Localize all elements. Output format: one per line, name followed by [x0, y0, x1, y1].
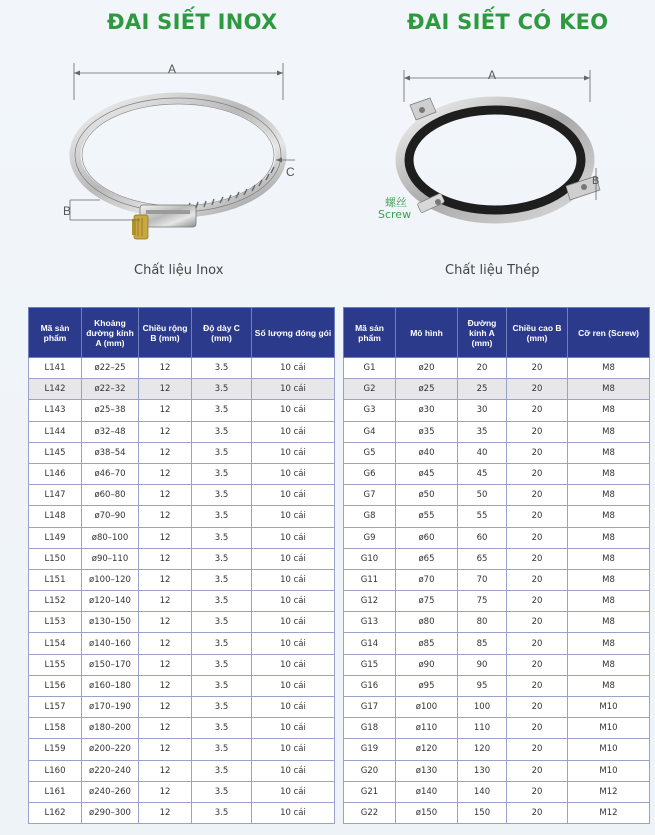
dim-label-b: B — [63, 204, 72, 218]
table-row — [344, 463, 650, 484]
table-cell: M10 — [568, 739, 650, 760]
table-row — [29, 527, 335, 548]
table-cell: ø60 — [396, 527, 458, 548]
table-cell: 10 cái — [252, 421, 335, 442]
table-cell: M8 — [568, 485, 650, 506]
table-row — [29, 739, 335, 760]
table-cell: G6 — [344, 463, 396, 484]
table-cell: 3.5 — [192, 485, 252, 506]
table-row — [29, 442, 335, 463]
table-cell: 75 — [458, 591, 507, 612]
table-cell: 55 — [458, 506, 507, 527]
table-cell: M8 — [568, 421, 650, 442]
table-row — [344, 739, 650, 760]
table-cell: 20 — [507, 654, 568, 675]
table-cell: G12 — [344, 591, 396, 612]
table-cell: 10 cái — [252, 569, 335, 590]
table-cell: ø90 — [396, 654, 458, 675]
table-cell: 10 cái — [252, 485, 335, 506]
table-cell: M8 — [568, 442, 650, 463]
table-cell: L145 — [29, 442, 82, 463]
table-cell: ø110 — [396, 718, 458, 739]
table-cell: 10 cái — [252, 442, 335, 463]
rubber-clamp-illustration — [370, 60, 615, 245]
table-cell: G16 — [344, 675, 396, 696]
table-cell: 12 — [139, 506, 192, 527]
table-cell: L151 — [29, 569, 82, 590]
table-row — [29, 379, 335, 400]
table-cell: 3.5 — [192, 697, 252, 718]
table-cell: 10 cái — [252, 506, 335, 527]
table-row — [29, 675, 335, 696]
caption-inox-material: Chất liệu Inox — [134, 263, 224, 278]
inox-spec-table — [28, 307, 335, 824]
table-cell: L155 — [29, 654, 82, 675]
table-cell: L143 — [29, 400, 82, 421]
table-cell: ø130 — [396, 760, 458, 781]
table-cell: 20 — [507, 548, 568, 569]
table-cell: G7 — [344, 485, 396, 506]
table-cell: 12 — [139, 379, 192, 400]
table-cell: M12 — [568, 802, 650, 823]
table-row — [29, 633, 335, 654]
table-cell: ø140–160 — [82, 633, 139, 654]
table-cell: G3 — [344, 400, 396, 421]
table-cell: G15 — [344, 654, 396, 675]
table-cell: L154 — [29, 633, 82, 654]
table-cell: M8 — [568, 612, 650, 633]
table-row — [344, 697, 650, 718]
table-cell: L157 — [29, 697, 82, 718]
table-cell: 3.5 — [192, 612, 252, 633]
table-cell: 3.5 — [192, 675, 252, 696]
table-cell: 3.5 — [192, 548, 252, 569]
table-cell: M8 — [568, 358, 650, 379]
table-cell: 3.5 — [192, 506, 252, 527]
table-row — [344, 400, 650, 421]
table-row — [344, 675, 650, 696]
table-cell: 50 — [458, 485, 507, 506]
table-cell: 20 — [507, 633, 568, 654]
table-row — [344, 379, 650, 400]
table-cell: 90 — [458, 654, 507, 675]
table-cell: L147 — [29, 485, 82, 506]
table-cell: ø60–80 — [82, 485, 139, 506]
table-header-row — [344, 308, 650, 358]
table-cell: G9 — [344, 527, 396, 548]
table-row — [29, 760, 335, 781]
table-row — [344, 485, 650, 506]
table-cell: 3.5 — [192, 400, 252, 421]
table-cell: 3.5 — [192, 739, 252, 760]
table-cell: 25 — [458, 379, 507, 400]
table-cell: 10 cái — [252, 718, 335, 739]
table-row — [344, 548, 650, 569]
table-row — [344, 506, 650, 527]
table-cell: 12 — [139, 400, 192, 421]
table-cell: 12 — [139, 760, 192, 781]
table-cell: L150 — [29, 548, 82, 569]
table-row — [344, 612, 650, 633]
table-row — [29, 781, 335, 802]
table-cell: L146 — [29, 463, 82, 484]
table-cell: ø25 — [396, 379, 458, 400]
col-header: Số lượng đóng gói — [252, 308, 335, 358]
table-row — [29, 548, 335, 569]
table-cell: 12 — [139, 781, 192, 802]
table-row — [29, 718, 335, 739]
table-cell: G21 — [344, 781, 396, 802]
table-cell: 20 — [507, 485, 568, 506]
table-header-row — [29, 308, 335, 358]
table-cell: 20 — [507, 421, 568, 442]
table-cell: M8 — [568, 633, 650, 654]
table-cell: 20 — [507, 718, 568, 739]
table-row — [29, 612, 335, 633]
table-cell: 12 — [139, 548, 192, 569]
table-cell: L153 — [29, 612, 82, 633]
table-cell: 10 cái — [252, 527, 335, 548]
table-cell: 95 — [458, 675, 507, 696]
table-cell: 12 — [139, 633, 192, 654]
table-row — [29, 463, 335, 484]
table-cell: 3.5 — [192, 718, 252, 739]
table-cell: 20 — [507, 400, 568, 421]
col-header: Độ dày C (mm) — [192, 308, 252, 358]
table-cell: G13 — [344, 612, 396, 633]
table-cell: 12 — [139, 527, 192, 548]
table-cell: 3.5 — [192, 442, 252, 463]
table-cell: L160 — [29, 760, 82, 781]
table-cell: L141 — [29, 358, 82, 379]
table-cell: 3.5 — [192, 379, 252, 400]
table-cell: M8 — [568, 654, 650, 675]
table-row — [29, 485, 335, 506]
table-cell: ø22–32 — [82, 379, 139, 400]
table-cell: G18 — [344, 718, 396, 739]
col-header: Mã sản phẩm — [344, 308, 396, 358]
table-cell: 12 — [139, 802, 192, 823]
table-cell: G2 — [344, 379, 396, 400]
table-cell: G17 — [344, 697, 396, 718]
table-cell: M8 — [568, 379, 650, 400]
table-cell: G1 — [344, 358, 396, 379]
table-cell: 10 cái — [252, 463, 335, 484]
table-row — [29, 506, 335, 527]
table-cell: G22 — [344, 802, 396, 823]
table-cell: 3.5 — [192, 527, 252, 548]
col-header: Cỡ ren (Screw) — [568, 308, 650, 358]
table-cell: 150 — [458, 802, 507, 823]
table-row — [29, 654, 335, 675]
table-cell: 70 — [458, 569, 507, 590]
table-cell: ø95 — [396, 675, 458, 696]
table-cell: 40 — [458, 442, 507, 463]
table-cell: 12 — [139, 485, 192, 506]
table-cell: ø70–90 — [82, 506, 139, 527]
table-cell: 12 — [139, 739, 192, 760]
table-cell: ø38–54 — [82, 442, 139, 463]
table-cell: L148 — [29, 506, 82, 527]
table-cell: G20 — [344, 760, 396, 781]
table-cell: 45 — [458, 463, 507, 484]
table-cell: ø90–110 — [82, 548, 139, 569]
table-cell: 100 — [458, 697, 507, 718]
table-cell: 10 cái — [252, 358, 335, 379]
table-cell: 20 — [507, 802, 568, 823]
table-cell: 12 — [139, 675, 192, 696]
table-cell: 130 — [458, 760, 507, 781]
table-cell: ø170–190 — [82, 697, 139, 718]
table-cell: 12 — [139, 591, 192, 612]
table-cell: 20 — [507, 569, 568, 590]
table-cell: 3.5 — [192, 591, 252, 612]
table-cell: 20 — [507, 675, 568, 696]
table-cell: L142 — [29, 379, 82, 400]
table-cell: ø25–38 — [82, 400, 139, 421]
table-cell: M8 — [568, 591, 650, 612]
col-header: Khoảng đường kính A (mm) — [82, 308, 139, 358]
table-row — [344, 421, 650, 442]
table-cell: 20 — [507, 527, 568, 548]
table-cell: 10 cái — [252, 379, 335, 400]
table-cell: 140 — [458, 781, 507, 802]
table-cell: G14 — [344, 633, 396, 654]
table-row — [344, 442, 650, 463]
table-cell: ø160–180 — [82, 675, 139, 696]
table-row — [29, 802, 335, 823]
table-cell: ø240–260 — [82, 781, 139, 802]
table-cell: 10 cái — [252, 548, 335, 569]
inox-clamp-illustration — [60, 55, 310, 250]
table-cell: L159 — [29, 739, 82, 760]
table-cell: G8 — [344, 506, 396, 527]
table-cell: 12 — [139, 442, 192, 463]
table-row — [29, 400, 335, 421]
table-cell: 85 — [458, 633, 507, 654]
table-cell: L161 — [29, 781, 82, 802]
table-cell: 65 — [458, 548, 507, 569]
table-cell: ø46–70 — [82, 463, 139, 484]
table-row — [344, 633, 650, 654]
table-cell: L162 — [29, 802, 82, 823]
table-cell: 3.5 — [192, 654, 252, 675]
table-cell: 10 cái — [252, 675, 335, 696]
table-row — [29, 569, 335, 590]
table-cell: 60 — [458, 527, 507, 548]
table-cell: M8 — [568, 548, 650, 569]
table-cell: M8 — [568, 400, 650, 421]
table-cell: 10 cái — [252, 591, 335, 612]
table-cell: ø65 — [396, 548, 458, 569]
col-header: Chiều cao B (mm) — [507, 308, 568, 358]
title-inox-clamp: ĐAI SIẾT INOX — [107, 10, 278, 34]
table-cell: ø120 — [396, 739, 458, 760]
table-cell: ø120–140 — [82, 591, 139, 612]
table-cell: M10 — [568, 760, 650, 781]
table-cell: ø180–200 — [82, 718, 139, 739]
table-cell: 110 — [458, 718, 507, 739]
table-cell: 35 — [458, 421, 507, 442]
table-cell: 10 cái — [252, 802, 335, 823]
table-cell: 10 cái — [252, 400, 335, 421]
dim-label-a-right: A — [488, 68, 497, 82]
col-header: Mô hình — [396, 308, 458, 358]
table-cell: 3.5 — [192, 463, 252, 484]
table-cell: 80 — [458, 612, 507, 633]
table-cell: 10 cái — [252, 697, 335, 718]
table-cell: ø70 — [396, 569, 458, 590]
table-cell: ø150 — [396, 802, 458, 823]
table-row — [344, 527, 650, 548]
table-cell: L149 — [29, 527, 82, 548]
table-cell: 20 — [507, 463, 568, 484]
table-row — [344, 781, 650, 802]
title-rubber-clamp: ĐAI SIẾT CÓ KEO — [407, 10, 609, 34]
table-cell: ø85 — [396, 633, 458, 654]
table-cell: G11 — [344, 569, 396, 590]
table-cell: 20 — [507, 506, 568, 527]
table-cell: ø30 — [396, 400, 458, 421]
table-row — [29, 358, 335, 379]
table-cell: L152 — [29, 591, 82, 612]
dim-label-c: C — [286, 165, 295, 179]
table-cell: ø200–220 — [82, 739, 139, 760]
table-cell: ø130–150 — [82, 612, 139, 633]
table-cell: ø45 — [396, 463, 458, 484]
table-row — [344, 802, 650, 823]
table-cell: 12 — [139, 612, 192, 633]
table-cell: 20 — [507, 358, 568, 379]
table-cell: M10 — [568, 718, 650, 739]
table-cell: 20 — [507, 739, 568, 760]
table-cell: 12 — [139, 421, 192, 442]
table-cell: 20 — [507, 760, 568, 781]
table-cell: 10 cái — [252, 739, 335, 760]
table-cell: 30 — [458, 400, 507, 421]
caption-steel-material: Chất liệu Thép — [445, 263, 540, 278]
table-cell: 10 cái — [252, 654, 335, 675]
table-cell: 20 — [507, 697, 568, 718]
table-cell: M12 — [568, 781, 650, 802]
table-cell: ø150–170 — [82, 654, 139, 675]
table-row — [344, 760, 650, 781]
table-row — [29, 591, 335, 612]
table-cell: ø100 — [396, 697, 458, 718]
table-cell: G4 — [344, 421, 396, 442]
col-header: Chiều rộng B (mm) — [139, 308, 192, 358]
table-cell: M8 — [568, 675, 650, 696]
table-cell: 3.5 — [192, 569, 252, 590]
table-cell: ø55 — [396, 506, 458, 527]
table-cell: ø50 — [396, 485, 458, 506]
table-row — [344, 654, 650, 675]
screw-label: Screw — [378, 208, 412, 221]
table-cell: 12 — [139, 569, 192, 590]
table-cell: ø35 — [396, 421, 458, 442]
table-cell: 20 — [507, 442, 568, 463]
table-cell: 10 cái — [252, 633, 335, 654]
table-cell: M8 — [568, 463, 650, 484]
table-cell: ø220–240 — [82, 760, 139, 781]
table-cell: L158 — [29, 718, 82, 739]
table-cell: 3.5 — [192, 358, 252, 379]
table-cell: 10 cái — [252, 781, 335, 802]
table-cell: 3.5 — [192, 781, 252, 802]
table-row — [344, 718, 650, 739]
table-cell: 120 — [458, 739, 507, 760]
table-cell: ø22–25 — [82, 358, 139, 379]
rubber-spec-table — [343, 307, 650, 824]
table-cell: 10 cái — [252, 760, 335, 781]
table-row — [29, 697, 335, 718]
table-cell: 3.5 — [192, 802, 252, 823]
col-header: Đường kính A (mm) — [458, 308, 507, 358]
table-cell: 12 — [139, 463, 192, 484]
table-cell: G19 — [344, 739, 396, 760]
table-cell: G10 — [344, 548, 396, 569]
table-cell: 20 — [458, 358, 507, 379]
table-cell: ø140 — [396, 781, 458, 802]
table-row — [344, 569, 650, 590]
table-cell: 3.5 — [192, 421, 252, 442]
dim-label-a: A — [168, 62, 177, 76]
table-cell: 12 — [139, 718, 192, 739]
table-cell: G5 — [344, 442, 396, 463]
table-cell: ø100–120 — [82, 569, 139, 590]
table-row — [344, 591, 650, 612]
table-cell: ø75 — [396, 591, 458, 612]
screw-label-cn: 螺丝 — [385, 196, 407, 209]
table-cell: 3.5 — [192, 760, 252, 781]
table-cell: 20 — [507, 612, 568, 633]
table-cell: ø80 — [396, 612, 458, 633]
table-cell: ø80–100 — [82, 527, 139, 548]
table-cell: 12 — [139, 358, 192, 379]
table-cell: 12 — [139, 697, 192, 718]
table-cell: ø40 — [396, 442, 458, 463]
table-cell: 10 cái — [252, 612, 335, 633]
table-cell: ø20 — [396, 358, 458, 379]
table-cell: M8 — [568, 569, 650, 590]
table-cell: M10 — [568, 697, 650, 718]
table-row — [29, 421, 335, 442]
table-cell: 12 — [139, 654, 192, 675]
table-cell: 20 — [507, 379, 568, 400]
table-cell: ø290–300 — [82, 802, 139, 823]
table-row — [344, 358, 650, 379]
table-cell: M8 — [568, 506, 650, 527]
table-cell: 20 — [507, 591, 568, 612]
table-cell: L144 — [29, 421, 82, 442]
dim-label-b-right: B — [592, 175, 600, 187]
col-header: Mã sản phẩm — [29, 308, 82, 358]
table-cell: L156 — [29, 675, 82, 696]
table-cell: M8 — [568, 527, 650, 548]
table-cell: ø32–48 — [82, 421, 139, 442]
table-cell: 3.5 — [192, 633, 252, 654]
table-cell: 20 — [507, 781, 568, 802]
